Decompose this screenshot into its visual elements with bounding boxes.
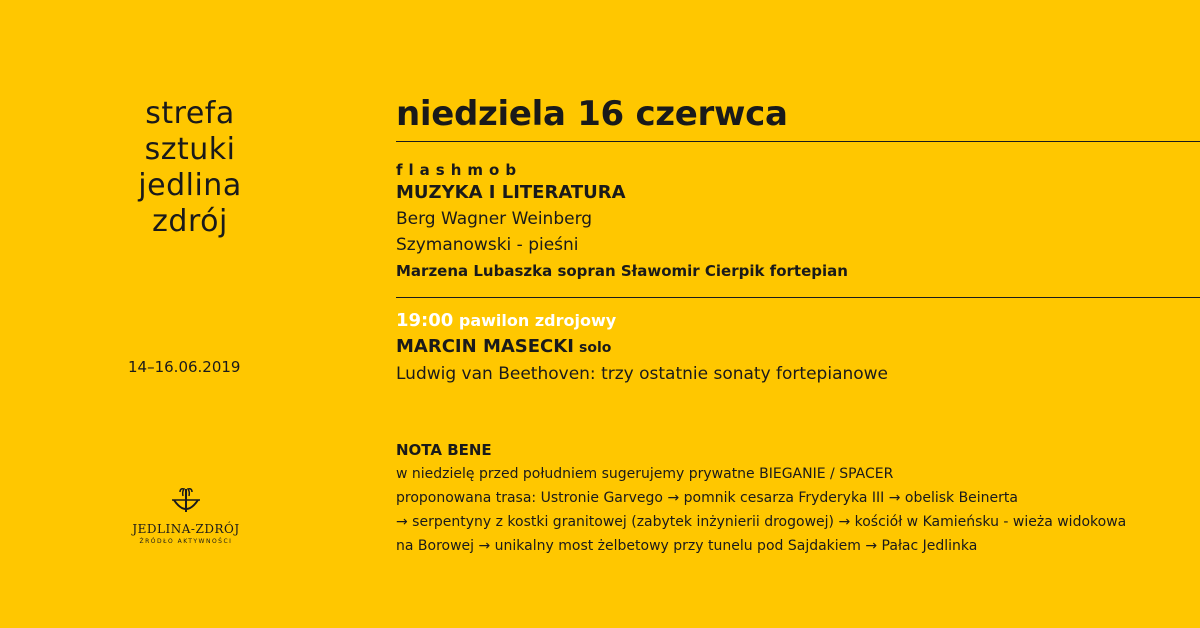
festival-title-line: zdrój: [152, 204, 228, 239]
event-time-venue: [396, 308, 888, 334]
brand-name: JEDLINA-ZDRÓJ: [132, 522, 240, 536]
event-label: flashmob: [396, 161, 523, 179]
divider: [396, 297, 1200, 298]
nota-bene-line: na Borowej → unikalny most żelbetowy przy tunelu pod Sajdakiem → Pałac Jedlinka: [396, 538, 978, 554]
event-program-line: Berg Wagner Weinberg: [396, 209, 593, 229]
event-time: 19:00: [396, 310, 454, 331]
nota-bene-line: proponowana trasa: Ustronie Garvego → pomnik cesarza Fryderyka III → obelisk Beinerta: [396, 490, 1018, 506]
festival-title-line: jedlina: [138, 168, 242, 203]
event-performers: Marzena Lubaszka sopran Sławomir Cierpik fortepian: [396, 262, 848, 280]
nota-bene-heading: NOTA BENE: [396, 441, 492, 459]
nota-bene: [396, 438, 1126, 558]
day-heading: niedziela 16 czerwca: [396, 94, 788, 134]
event-title: MUZYKA I LITERATURA: [396, 182, 626, 203]
festival-dates: 14–16.06.2019: [128, 358, 241, 376]
spring-emblem-icon: [168, 486, 204, 520]
brand-logo: [126, 486, 246, 545]
festival-title-line: sztuki: [144, 132, 236, 167]
festival-title-line: strefa: [145, 96, 235, 131]
event-concert: [396, 308, 888, 387]
event-program: Ludwig van Beethoven: trzy ostatnie sonaty fortepianowe: [396, 364, 889, 384]
nota-bene-line: → serpentyny z kostki granitowej (zabytek inżynierii drogowej) → kościół w Kamieńsku - wieża widokowa: [396, 514, 1127, 530]
festival-title: [120, 96, 260, 240]
event-flashmob: [396, 160, 848, 284]
event-venue: pawilon zdrojowy: [458, 311, 617, 330]
event-artist: [396, 334, 888, 361]
divider: [396, 141, 1200, 142]
artist-suffix: solo: [579, 340, 612, 356]
brand-tagline: ŹRÓDŁO AKTYWNOŚCI: [139, 538, 233, 545]
event-program-line: Szymanowski - pieśni: [396, 235, 579, 255]
artist-name: MARCIN MASECKI: [396, 336, 574, 357]
nota-bene-line: w niedzielę przed południem sugerujemy prywatne BIEGANIE / SPACER: [396, 466, 894, 482]
